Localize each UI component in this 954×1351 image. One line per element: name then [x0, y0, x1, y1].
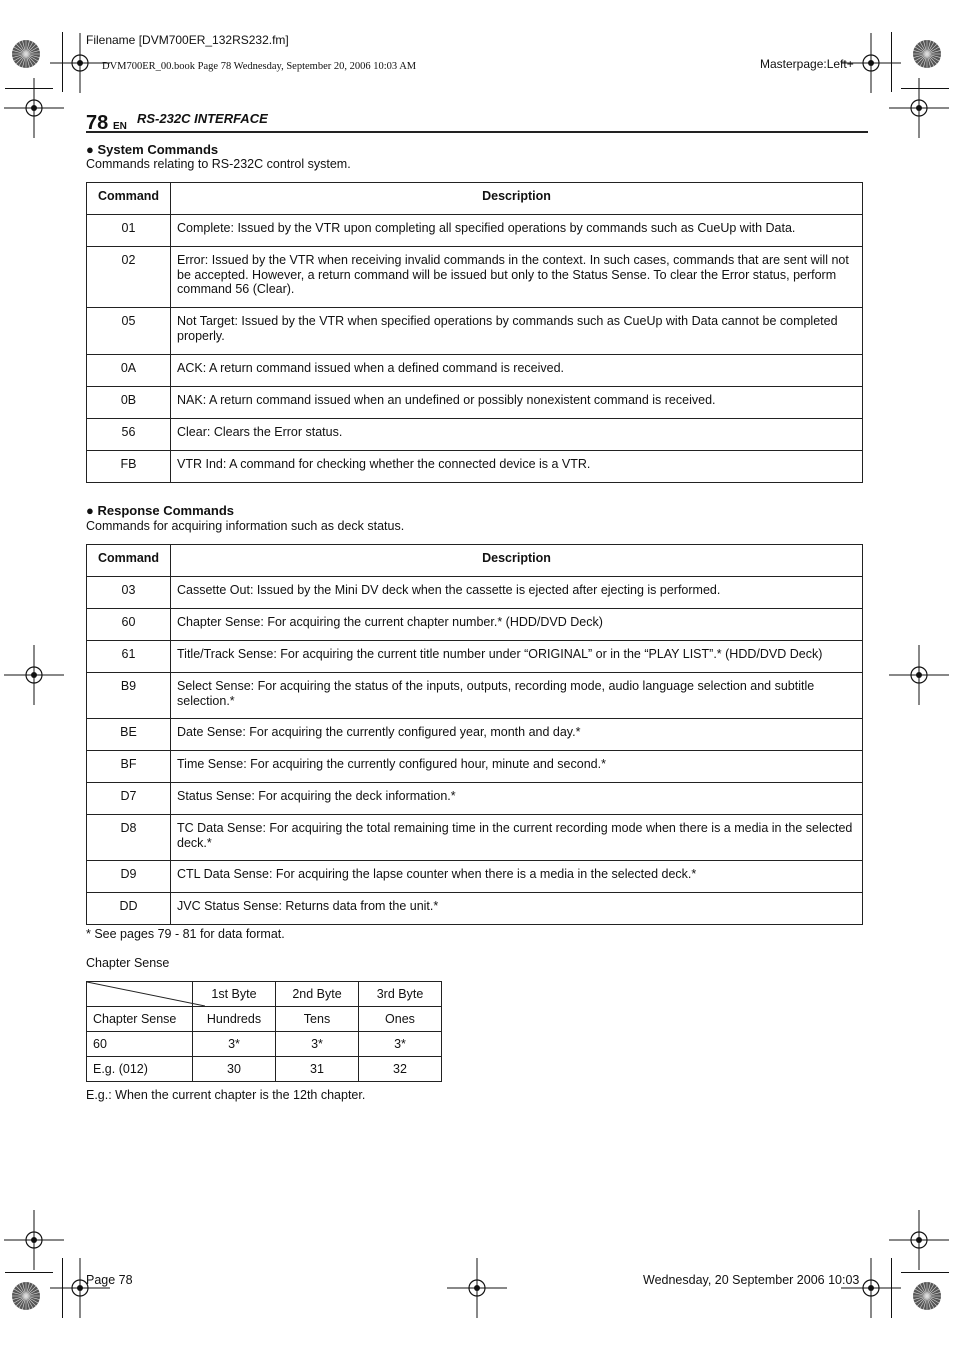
header-rule: [86, 131, 868, 133]
command-description-cell: [171, 355, 863, 387]
page-language: EN: [113, 121, 127, 132]
crop-line: [891, 32, 892, 92]
chapter-sense-note: E.g.: When the current chapter is the 12th chapter.: [86, 1088, 366, 1102]
byte-header-1: 1st Byte: [193, 982, 276, 1007]
table-header-row: [87, 545, 863, 577]
bullet-icon: ●: [86, 503, 98, 518]
command-description: Title/Track Sense: For acquiring the current title number under “ORIGINAL” or in the “PLAY LIST”.* (HDD/DVD Deck): [177, 647, 823, 661]
page-number: 78: [86, 112, 109, 134]
table-row: [87, 451, 863, 483]
footnote: * See pages 79 - 81 for data format.: [86, 927, 285, 941]
color-target-icon: [11, 39, 41, 69]
registration-mark-icon: [889, 78, 949, 138]
command-description-cell: [171, 719, 863, 751]
command-code-cell: [87, 247, 171, 308]
registration-mark-icon: [4, 78, 64, 138]
diagonal-line-icon: [87, 982, 205, 1007]
table-header-row: [87, 982, 442, 1007]
command-description-cell: [171, 451, 863, 483]
command-code-cell: [87, 783, 171, 815]
table-row: [87, 641, 863, 673]
command-description-cell: [171, 609, 863, 641]
table-header-row: [87, 183, 863, 215]
chapter-sense-table: [86, 981, 442, 1082]
command-code: 02: [121, 253, 136, 267]
row-label: Chapter Sense: [87, 1007, 193, 1032]
command-description-cell: [171, 577, 863, 609]
footer-page: Page 78: [86, 1273, 133, 1287]
command-code: B9: [120, 679, 137, 693]
command-description-cell: [171, 419, 863, 451]
table-row: [87, 609, 863, 641]
column-header-command: Command: [87, 545, 171, 577]
command-description-cell: [171, 387, 863, 419]
byte-header-3: 3rd Byte: [359, 982, 442, 1007]
command-description: Not Target: Issued by the VTR when specified operations by commands such as CueUp with Data cannot be completed properly.: [177, 314, 838, 343]
column-header-description: Description: [171, 545, 863, 577]
book-info-line: DVM700ER_00.book Page 78 Wednesday, September 20, 2006 10:03 AM: [102, 61, 417, 72]
table-row: [87, 387, 863, 419]
command-description: Date Sense: For acquiring the currently configured year, month and day.*: [177, 725, 581, 739]
command-description: Time Sense: For acquiring the currently configured hour, minute and second.*: [177, 757, 606, 771]
table-cell: 32: [359, 1057, 442, 1082]
command-code-cell: [87, 387, 171, 419]
command-code-cell: [87, 577, 171, 609]
command-code-cell: [87, 673, 171, 719]
table-cell: Tens: [276, 1007, 359, 1032]
crop-line: [5, 88, 53, 89]
command-code-cell: [87, 215, 171, 247]
registration-mark-icon: [4, 645, 64, 705]
table-row: [87, 577, 863, 609]
table-row: [87, 751, 863, 783]
command-code-cell: [87, 861, 171, 893]
table-row: [87, 783, 863, 815]
crop-line: [62, 32, 63, 92]
table-row: [87, 308, 863, 355]
command-description: Chapter Sense: For acquiring the current chapter number.* (HDD/DVD Deck): [177, 615, 603, 629]
row-label: 60: [87, 1032, 193, 1057]
chapter-sense-title: Chapter Sense: [86, 956, 170, 970]
response-commands-heading: ● Response Commands: [86, 503, 235, 518]
command-code-cell: [87, 751, 171, 783]
registration-mark-icon: [841, 1258, 901, 1318]
table-cell: Hundreds: [193, 1007, 276, 1032]
table-row: [87, 815, 863, 861]
filename-label: Filename [DVM700ER_132RS232.fm]: [86, 33, 289, 47]
table-row: [87, 893, 863, 925]
section-title: RS-232C INTERFACE: [137, 111, 268, 126]
command-description: Select Sense: For acquiring the status of the inputs, outputs, recording mode, audio language selection and subtitle selection.*: [177, 679, 815, 708]
command-code: 0B: [120, 393, 137, 407]
command-code: 56: [121, 425, 136, 439]
column-header-command: Command: [87, 183, 171, 215]
command-code-cell: [87, 815, 171, 861]
table-row: [87, 1032, 442, 1057]
table-cell: 3*: [359, 1032, 442, 1057]
crop-line: [901, 1272, 949, 1273]
command-description-cell: [171, 861, 863, 893]
command-description: Error: Issued by the VTR when receiving invalid commands in the context. In such cases, commands that are sent will not be accepted. However, a return command will be issued but only to the Status Sense. To clear the Error status, perform command 56 (Clear).: [177, 253, 849, 296]
command-description: JVC Status Sense: Returns data from the unit.*: [177, 899, 439, 913]
system-commands-description: Commands relating to RS-232C control system.: [86, 157, 351, 171]
command-description-cell: [171, 247, 863, 308]
table-row: [87, 861, 863, 893]
registration-mark-icon: [889, 645, 949, 705]
command-code: 60: [121, 615, 136, 629]
crop-line: [901, 88, 949, 89]
command-description: CTL Data Sense: For acquiring the lapse counter when there is a media in the selected deck.*: [177, 867, 697, 881]
command-code-cell: [87, 893, 171, 925]
command-code-cell: [87, 308, 171, 355]
table-row: [87, 215, 863, 247]
column-header-description: Description: [171, 183, 863, 215]
command-code-cell: [87, 609, 171, 641]
command-description: TC Data Sense: For acquiring the total remaining time in the current recording mode when there is a media in the selected deck.*: [177, 821, 853, 850]
footer-date: Wednesday, 20 September 2006 10:03: [643, 1273, 860, 1287]
command-code: BE: [120, 725, 137, 739]
command-code: D7: [120, 789, 137, 803]
command-code: D8: [120, 821, 137, 835]
response-commands-description: Commands for acquiring information such as deck status.: [86, 519, 405, 533]
color-target-icon: [912, 1281, 942, 1311]
command-description-cell: [171, 308, 863, 355]
masterpage-label: Masterpage:Left+: [760, 57, 854, 71]
registration-mark-icon: [447, 1258, 507, 1318]
registration-mark-icon: [50, 1258, 110, 1318]
system-commands-table: [86, 182, 863, 483]
table-row: [87, 419, 863, 451]
command-description-cell: [171, 893, 863, 925]
command-description-cell: [171, 673, 863, 719]
table-row: [87, 719, 863, 751]
table-row: [87, 1057, 442, 1082]
table-row: [87, 355, 863, 387]
command-description-cell: [171, 815, 863, 861]
diagonal-header-cell: [87, 982, 193, 1007]
command-description-cell: [171, 751, 863, 783]
command-code: 61: [121, 647, 136, 661]
command-description: ACK: A return command issued when a defined command is received.: [177, 361, 565, 375]
table-cell: 3*: [193, 1032, 276, 1057]
command-code-cell: [87, 451, 171, 483]
table-cell: Ones: [359, 1007, 442, 1032]
command-description: Status Sense: For acquiring the deck information.*: [177, 789, 456, 803]
color-target-icon: [11, 1281, 41, 1311]
command-description-cell: [171, 783, 863, 815]
command-description: Complete: Issued by the VTR upon completing all specified operations by commands such as CueUp with Data.: [177, 221, 796, 235]
command-code-cell: [87, 419, 171, 451]
table-row: [87, 1007, 442, 1032]
crop-line: [891, 1258, 892, 1318]
color-target-icon: [912, 39, 942, 69]
command-code: 01: [121, 221, 136, 235]
command-description: NAK: A return command issued when an undefined or possibly nonexistent command is received.: [177, 393, 716, 407]
byte-header-2: 2nd Byte: [276, 982, 359, 1007]
table-cell: 31: [276, 1057, 359, 1082]
command-code: FB: [120, 457, 137, 471]
command-code: BF: [120, 757, 137, 771]
command-code: D9: [120, 867, 137, 881]
command-code-cell: [87, 641, 171, 673]
command-code: 0A: [120, 361, 137, 375]
command-code: 03: [121, 583, 136, 597]
table-row: [87, 247, 863, 308]
table-cell: 3*: [276, 1032, 359, 1057]
command-code-cell: [87, 355, 171, 387]
row-label: E.g. (012): [87, 1057, 193, 1082]
command-code-cell: [87, 719, 171, 751]
bullet-icon: ●: [86, 142, 98, 157]
table-cell: 30: [193, 1057, 276, 1082]
command-code: 05: [121, 314, 136, 328]
command-description: Clear: Clears the Error status.: [177, 425, 343, 439]
system-commands-heading: ● System Commands: [86, 142, 219, 157]
command-code: DD: [119, 899, 138, 913]
command-description: VTR Ind: A command for checking whether the connected device is a VTR.: [177, 457, 591, 471]
crop-line: [62, 1258, 63, 1318]
command-description-cell: [171, 215, 863, 247]
table-row: [87, 673, 863, 719]
crop-line: [5, 1272, 53, 1273]
command-description-cell: [171, 641, 863, 673]
response-commands-table: [86, 544, 863, 925]
command-description: Cassette Out: Issued by the Mini DV deck when the cassette is ejected after ejecting is performed.: [177, 583, 721, 597]
